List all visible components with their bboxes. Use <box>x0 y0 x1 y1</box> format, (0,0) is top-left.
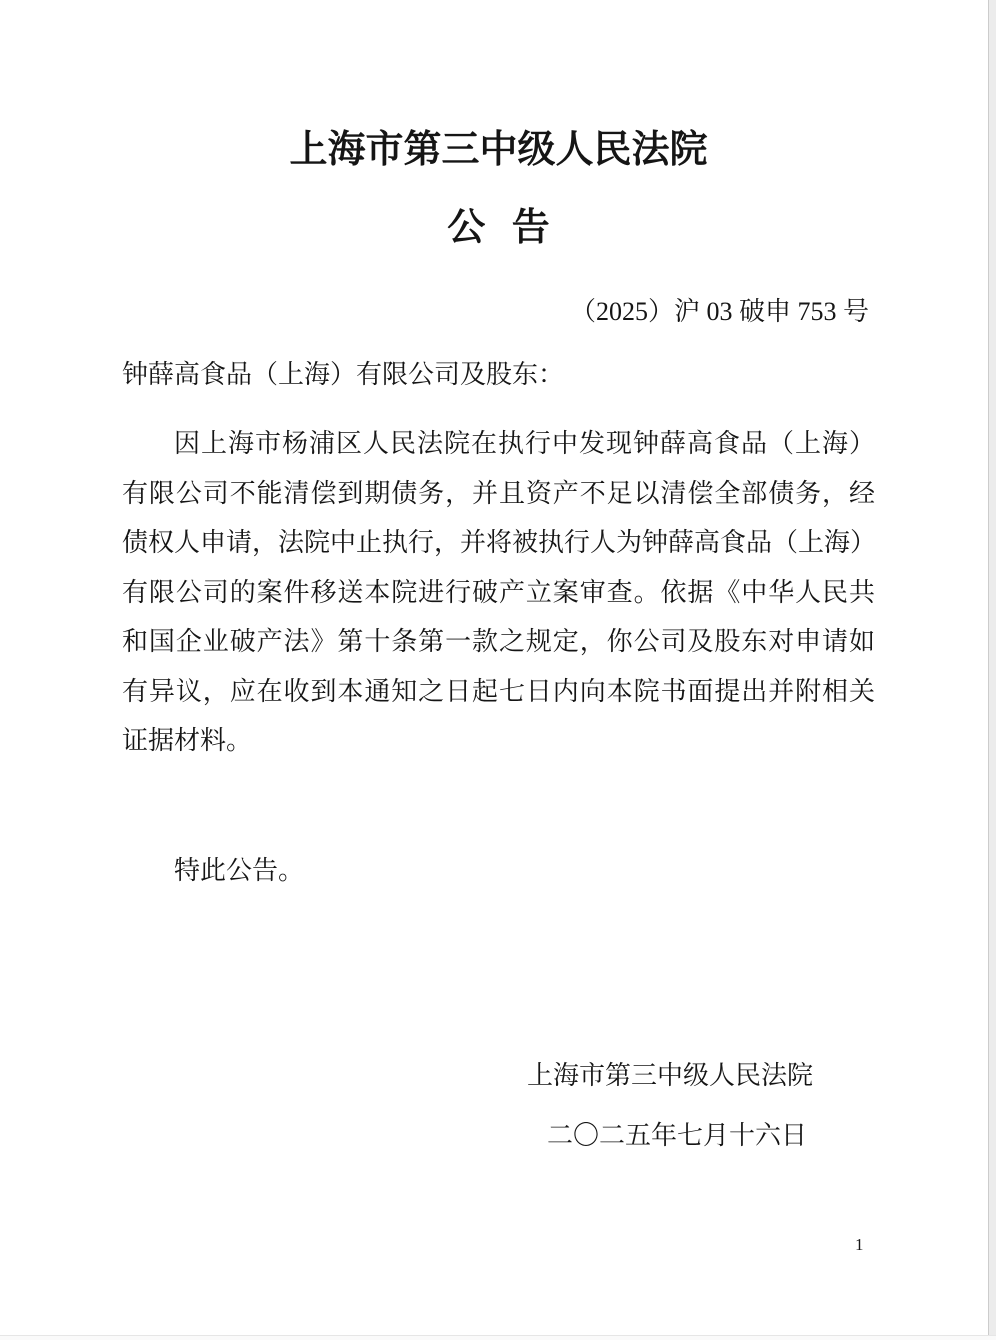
body-line: 证据材料。 <box>122 726 253 755</box>
signature-date: 二〇二五年七月十六日 <box>546 1121 807 1150</box>
body-paragraph <box>122 419 875 766</box>
closing-line: 特此公告。 <box>174 856 305 885</box>
body-line: 有异议，应在收到本通知之日起七日内向本院书面提出并附相关 <box>122 676 875 706</box>
page-number: 1 <box>855 1235 864 1254</box>
signature-court-name: 上海市第三中级人民法院 <box>526 1061 813 1090</box>
page-edge-right <box>988 0 996 1340</box>
body-line: 债权人申请，法院中止执行，并将被执行人为钟薛高食品（上海） <box>122 528 877 557</box>
announcement-title: 公 告 <box>447 207 550 249</box>
page-edge-bottom <box>0 1335 996 1340</box>
body-line: 和国企业破产法》第十条第一款之规定，你公司及股东对申请如 <box>122 627 875 656</box>
court-name-heading: 上海市第三中级人民法院 <box>289 129 708 171</box>
case-number: （2025）沪 03 破申 753 号 <box>569 297 869 326</box>
body-line: 有限公司不能清偿到期债务，并且资产不足以清偿全部债务，经 <box>122 478 875 508</box>
body-line: 因上海市杨浦区人民法院在执行中发现钟薛高食品（上海） <box>174 429 875 458</box>
body-line: 有限公司的案件移送本院进行破产立案审查。依据《中华人民共 <box>122 577 875 607</box>
addressee-line: 钟薛高食品（上海）有限公司及股东： <box>122 360 565 389</box>
